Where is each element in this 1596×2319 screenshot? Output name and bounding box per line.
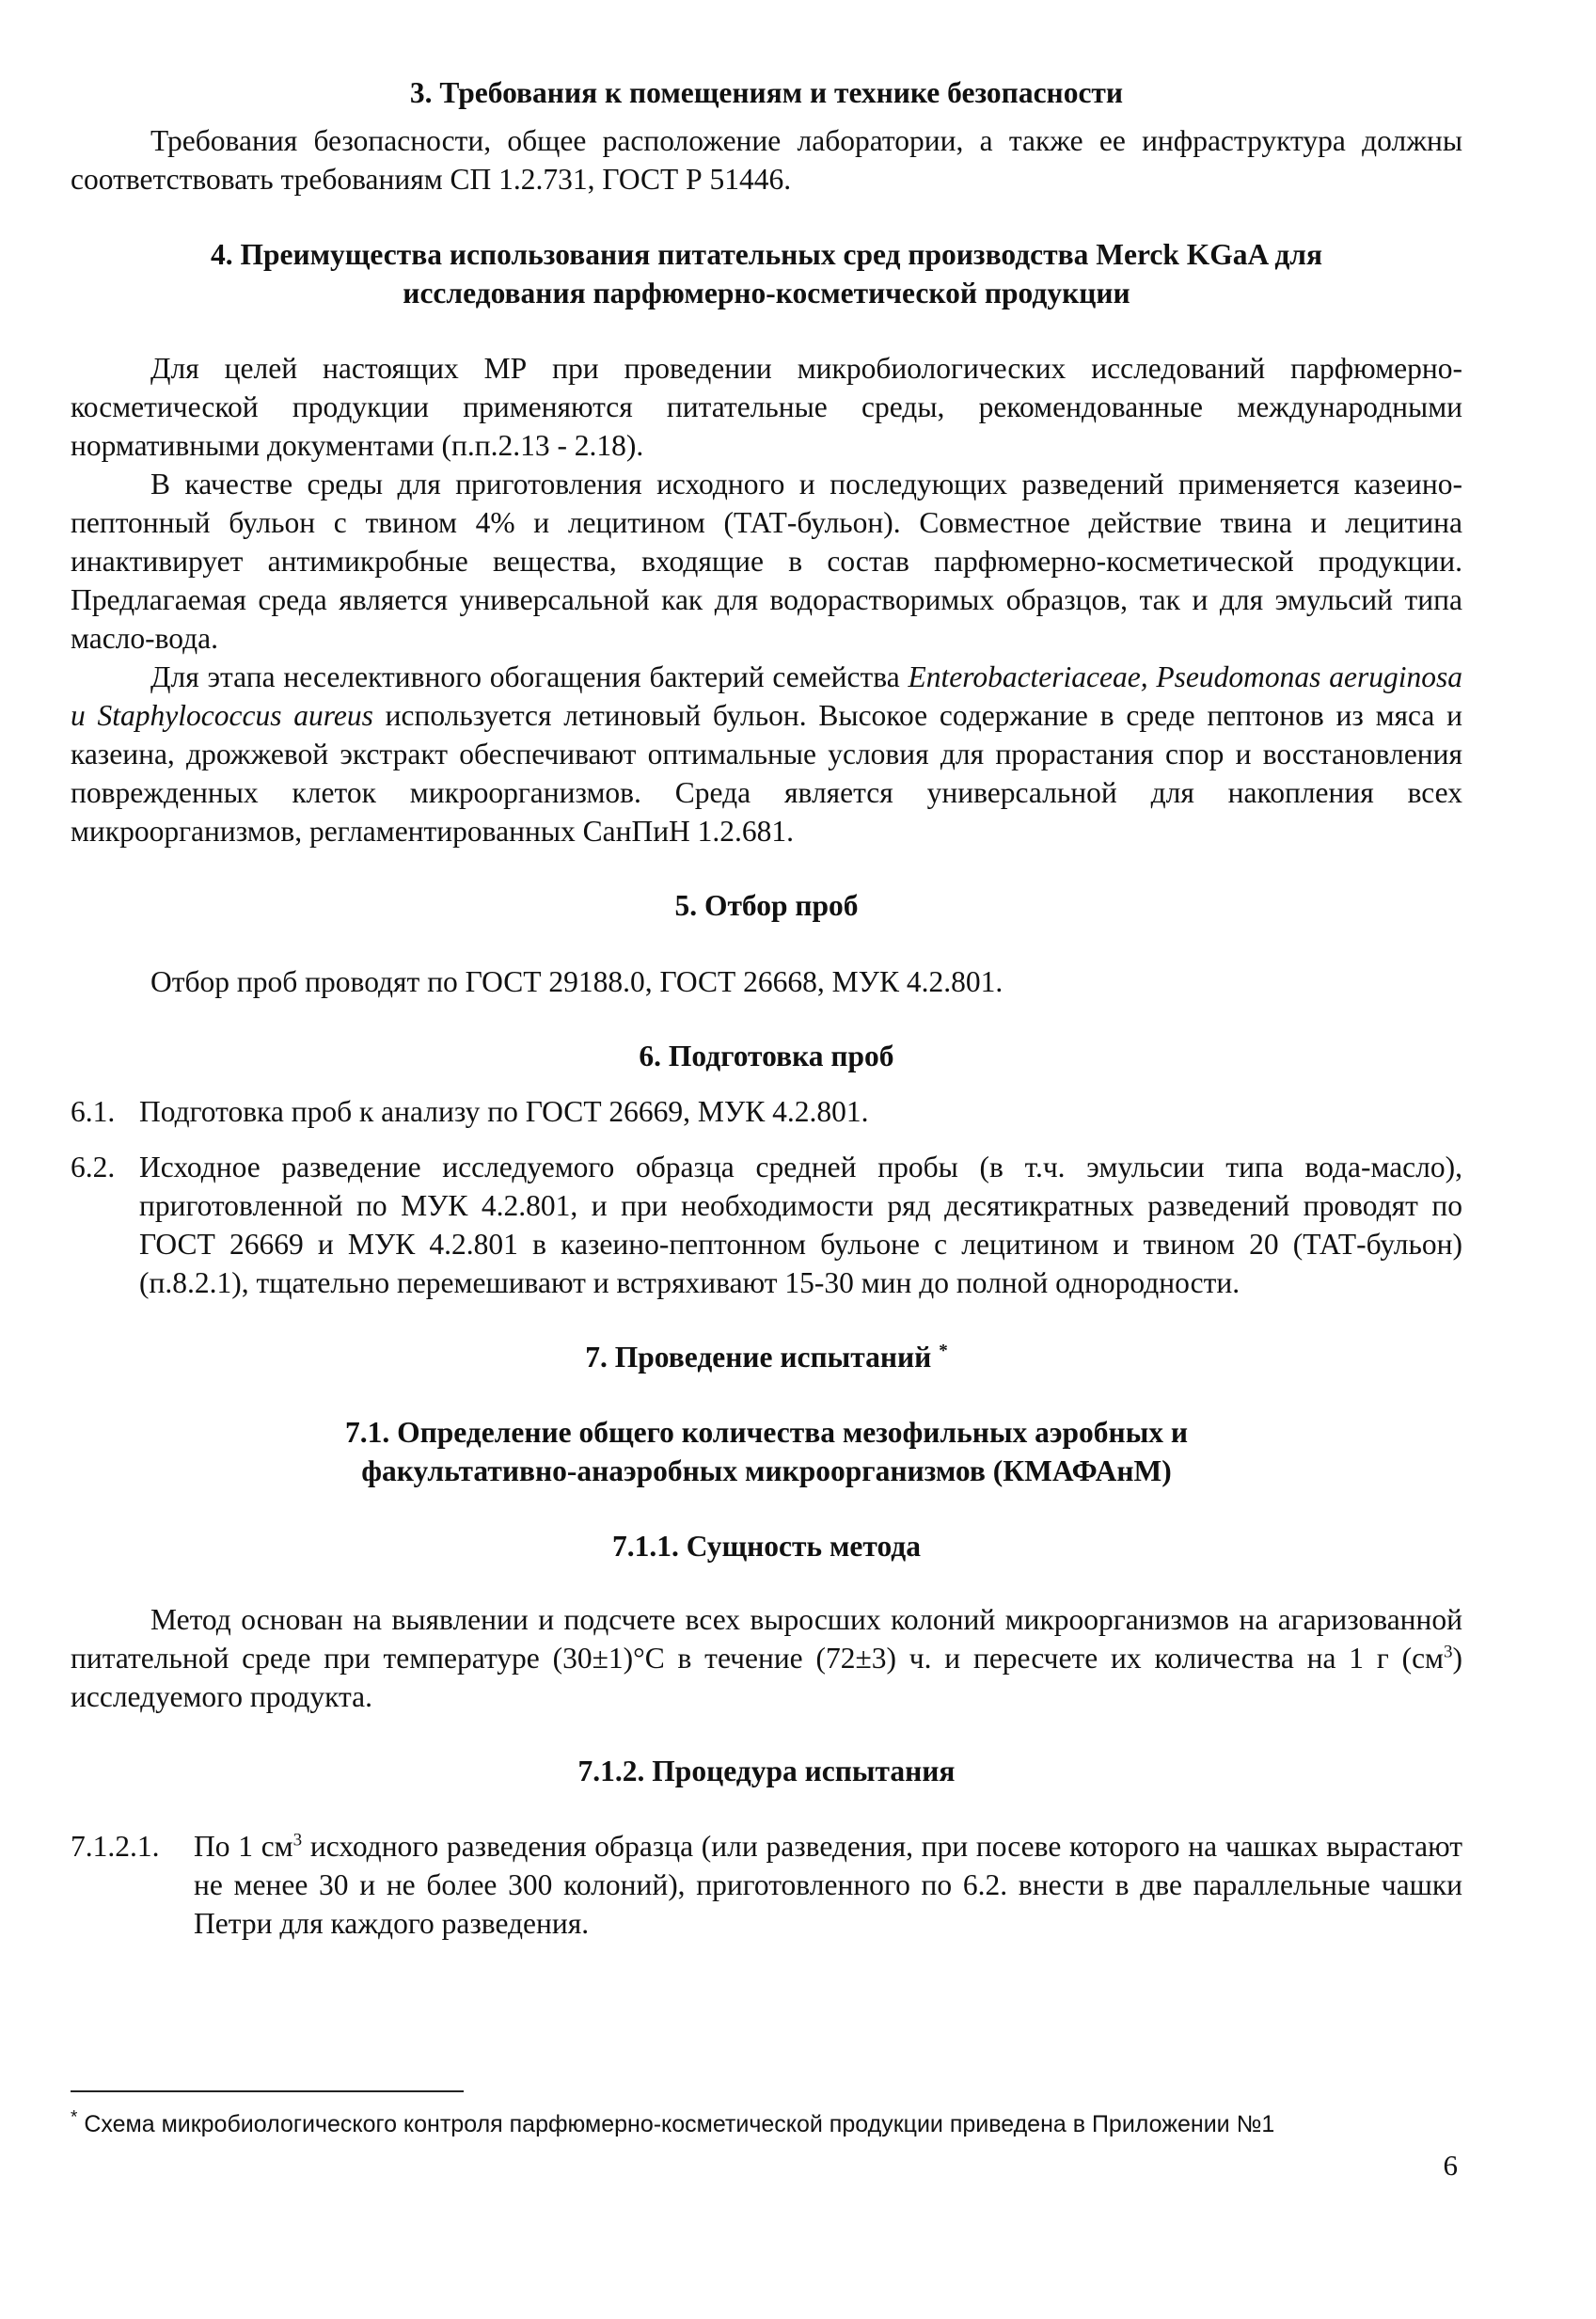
item-text-start: По 1 см (194, 1830, 293, 1863)
section-7-heading-text: 7. Проведение испытаний (585, 1341, 932, 1374)
footnote-text: Схема микробиологического контроля парфюмерно-косметической продукции приведена в Приложении №1 (77, 2111, 1275, 2137)
list-item-number: 6.1. (71, 1095, 116, 1128)
section-5-heading: 5. Отбор проб (674, 889, 859, 922)
footnote-mark: * (71, 2107, 78, 2128)
section-7-1-2-heading: 7.1.2. Процедура испытания (577, 1755, 956, 1787)
section-6-heading: 6. Подготовка проб (639, 1040, 894, 1072)
footnote-separator (71, 2090, 464, 2092)
section-7-1-heading-line-2: факультативно-анаэробных микроорганизмов (КМАФАнМ) (361, 1454, 1172, 1487)
list-item-number: 6.2. (71, 1151, 116, 1183)
list-item-6-1 (71, 1092, 1462, 1131)
section-4-paragraph-3 (71, 658, 1462, 850)
section-5-paragraph: Отбор проб проводят по ГОСТ 29188.0, ГОСТ 26668, МУК 4.2.801. (150, 965, 1003, 998)
list-item-text: Исходное разведение исследуемого образца средней пробы (в т.ч. эмульсии типа вода-масло), приготовленной по МУК 4.2.801, и при необходимости ряд десятикратных разведений проводят по ГОСТ 26669 и МУК 4.2.801 в казеино-пептонном бульоне с лецитином и твином 20 (ТАТ-бульон) (п.8.2.1), тщательно перемешивают и встряхивают 15-30 мин до полной однородности. (139, 1151, 1462, 1299)
section-7-1-1-heading: 7.1.1. Сущность метода (612, 1530, 921, 1563)
section-4-heading-line-2: исследования парфюмерно-косметической продукции (403, 277, 1130, 310)
section-3-heading: 3. Требования к помещениям и технике безопасности (409, 76, 1124, 109)
footnote-mark: * (939, 1341, 948, 1361)
section-7-1-1-paragraph (71, 1600, 1462, 1716)
list-item-6-2 (71, 1148, 1462, 1302)
section-7-1-heading-line-1: 7.1. Определение общего количества мезофильных аэробных и (344, 1416, 1189, 1449)
superscript-3: 3 (292, 1830, 303, 1850)
list-item-7-1-2-1 (71, 1827, 1462, 1943)
section-4-paragraph-2: В качестве среды для приготовления исходного и последующих разведений применяется казеино-пептонный бульон с твином 4% и лецитином (ТАТ-бульон). Совместное действие твина и лецитина инактивирует антимикробные вещества, входящие в состав парфюмерно-косметической продукции. Предлагаемая среда является универсальной как для водорастворимых образцов, так и для эмульсий типа масло-вода. (71, 468, 1462, 655)
method-text-end: ) исследуемого продукта. (71, 1642, 1462, 1713)
section-7-heading (71, 1338, 1462, 1376)
page-number: 6 (1443, 2149, 1458, 2182)
footnote (71, 2109, 1462, 2139)
item-text-end: исходного разведения образца (или разведения, при посеве которого на чашках вырастают не менее 30 и не более 300 колоний), приготовленного по 6.2. внести в две параллельные чашки Петри для каждого разведения. (194, 1830, 1462, 1940)
paragraph-3-text-end: используется летиновый бульон. Высокое содержание в среде пептонов из мяса и казеина, дрожжевой экстракт обеспечивают оптимальные условия для прорастания спор и восстановления поврежденных клеток микроорганизмов. Среда является универсальной для накопления всех микроорганизмов, регламентированных СанПиН 1.2.681. (71, 699, 1462, 848)
superscript-3: 3 (1444, 1642, 1453, 1662)
method-text-start: Метод основан на выявлении и подсчете всех выросших колоний микроорганизмов на агаризованной питательной среде при температуре (30±1)°С в течение (72±3) ч. и пересчете их количества на 1 г (см (71, 1603, 1462, 1675)
list-item-text: Подготовка проб к анализу по ГОСТ 26669, МУК 4.2.801. (139, 1095, 869, 1128)
list-item-number: 7.1.2.1. (71, 1830, 160, 1863)
paragraph-3-text-start: Для этапа неселективного обогащения бактерий семейства (150, 660, 909, 693)
section-4-paragraph-1: Для целей настоящих МР при проведении микробиологических исследований парфюмерно-косметической продукции применяются питательные среды, рекомендованные международными нормативными документами (п.п.2.13 - 2.18). (71, 352, 1462, 462)
section-4-heading-line-1: 4. Преимущества использования питательных сред производства Merck KGaA для (210, 238, 1323, 271)
section-3-paragraph: Требования безопасности, общее расположение лаборатории, а также ее инфраструктура должны соответствовать требованиям СП 1.2.731, ГОСТ Р 51446. (71, 124, 1462, 196)
document-body (71, 73, 1462, 1943)
bacteria-species-names: Enterobacteriaceae, Pseudomonas aeruginosa u Staphylococcus aureus (71, 660, 1462, 732)
list-item-text (194, 1827, 1462, 1943)
